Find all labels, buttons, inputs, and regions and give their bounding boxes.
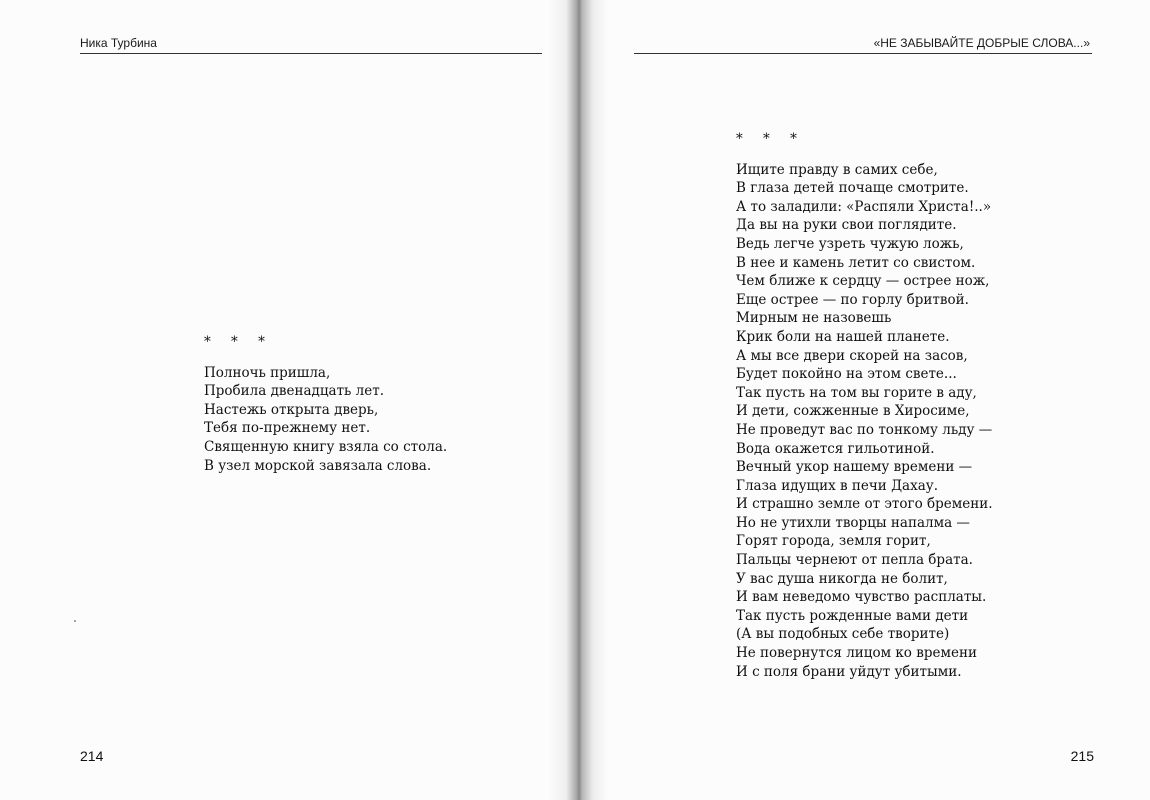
book-gutter-shadow [548,0,608,800]
poem-line: Крик боли на нашей планете. [736,328,950,345]
running-head-author: Ника Турбина [80,36,157,50]
running-head-title: «НЕ ЗАБЫВАЙТЕ ДОБРЫЕ СЛОВА...» [873,36,1090,50]
poem-line: Полночь пришла, [204,364,331,381]
header-rule [634,53,1092,54]
poem-line: Мирным не назовешь [736,310,892,327]
section-stars: * * * [204,334,273,350]
poem-line: Да вы на руки свои поглядите. [736,217,957,234]
poem-line: И с поля брани уйдут убитыми. [736,663,962,680]
left-page [0,0,572,800]
poem-line: В нее и камень летит со свистом. [736,254,976,271]
page-number: 215 [1070,748,1094,764]
page-number: 214 [80,748,104,764]
poem-line: Но не утихли творцы напалма — [736,514,970,531]
poem-right [736,130,993,681]
poem-line: А то заладили: «Распяли Христа!..» [736,198,992,215]
poem-line: Глаза идущих в печи Дахау. [736,477,938,494]
poem-line: А мы все двери скорей на засов, [736,347,968,364]
poem-line: Так пусть на том вы горите в аду, [736,384,977,401]
poem-line: Тебя по-прежнему нет. [204,420,371,437]
scan-speck [74,620,76,622]
poem-line: Священную книгу взяла со стола. [204,438,448,455]
poem-line: Еще острее — по горлу бритвой. [736,291,969,308]
poem-line: Вечный укор нашему времени — [736,459,973,476]
poem-line: Ведь легче узреть чужую ложь, [736,235,964,252]
header-rule [80,53,542,54]
poem-line: И страшно земле от этого бремени. [736,496,993,513]
right-page [578,0,1150,800]
poem-line: Горят города, земля горит, [736,533,931,550]
poem-line: Не проведут вас по тонкому льду — [736,421,993,438]
poem-line: Не повернутся лицом ко времени [736,645,977,662]
section-stars: * * * [736,131,805,147]
poem-line: (А вы подобных себе творите) [736,626,950,643]
poem-line: Так пусть рожденные вами дети [736,607,969,624]
poem-line: У вас душа никогда не болит, [736,570,948,587]
poem-line: Чем ближе к сердцу — острее нож, [736,273,990,290]
poem-line: Вода окажется гильотиной. [736,440,935,457]
poem-line: В узел морской завязала слова. [204,457,432,474]
poem-lines [736,161,993,682]
poem-lines [204,364,447,476]
poem-line: В глаза детей почаще смотрите. [736,180,969,197]
poem-line: И дети, сожженные в Хиросиме, [736,403,970,420]
poem-left [204,333,447,475]
poem-line: Пробила двенадцать лет. [204,383,385,400]
poem-line: Настежь открыта дверь, [204,401,379,418]
poem-line: Будет покойно на этом свете... [736,366,957,383]
poem-line: Ищите правду в самих себе, [736,161,938,178]
poem-line: Пальцы чернеют от пепла брата. [736,552,973,569]
poem-line: И вам неведомо чувство расплаты. [736,589,987,606]
